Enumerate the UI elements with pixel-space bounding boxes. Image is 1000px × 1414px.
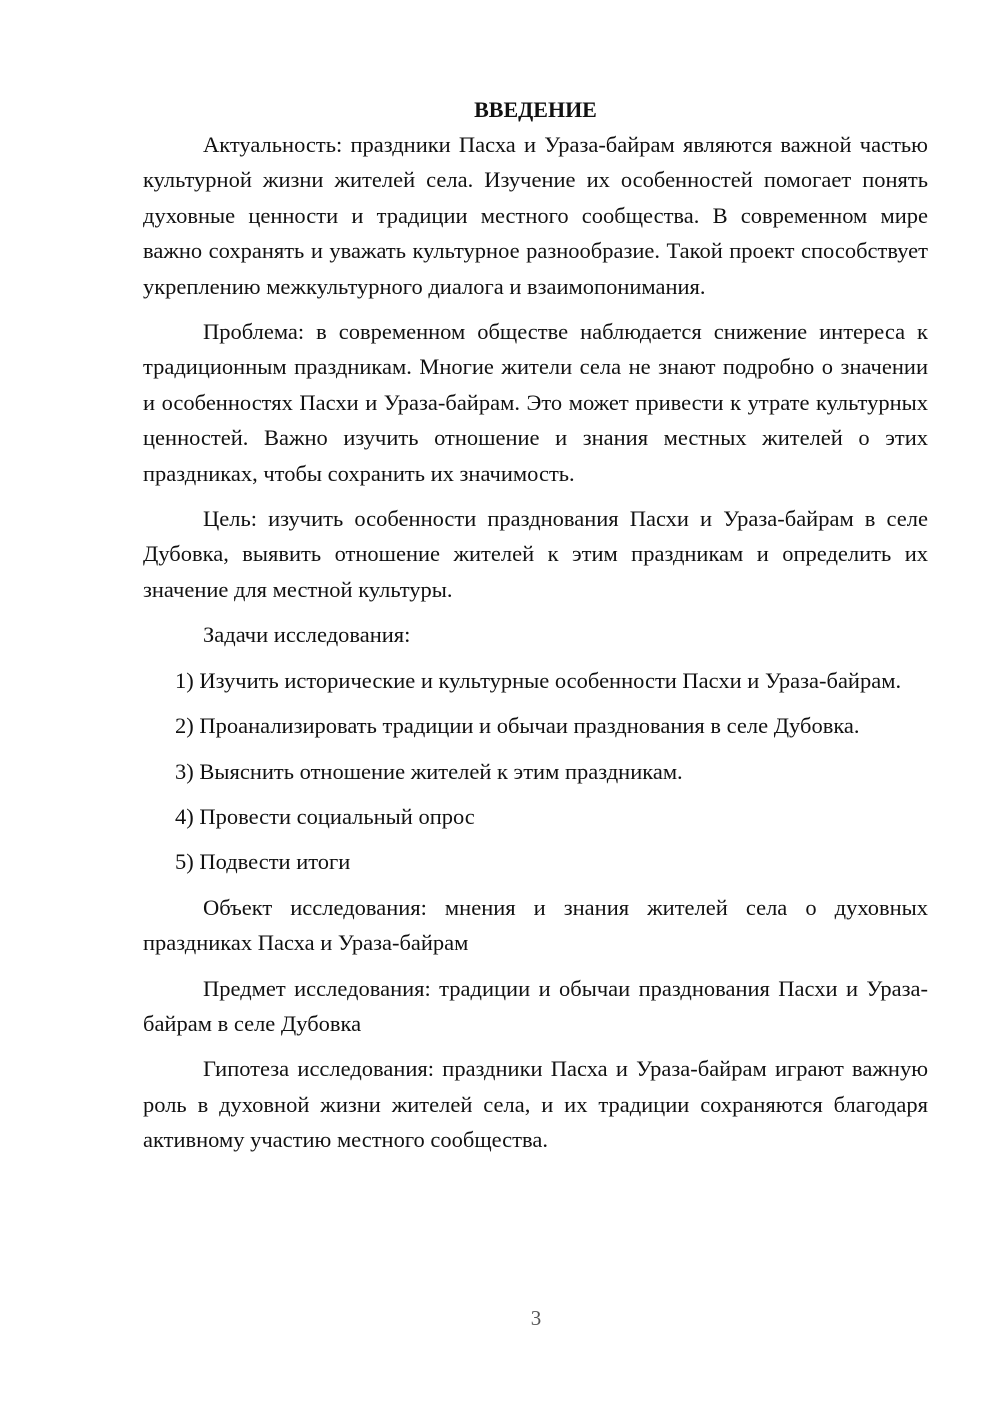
paragraph-problem: Проблема: в современном обществе наблюдается снижение интереса к традиционным праздникам. Многие жители села не знают подробно о значении и особенностях Пасхи и Ураза-байрам. Это может привести к утрате культурных ценностей. Важно изучить отношение и знания местных жителей о этих праздниках, чтобы сохранить их значимость. <box>143 319 928 486</box>
page-number: 3 <box>530 1306 542 1330</box>
paragraph-subject: Предмет исследования: традиции и обычаи празднования Пасхи и Ураза-байрам в селе Дубовка <box>143 975 928 1036</box>
paragraph-goal: Цель: изучить особенности празднования Пасхи и Ураза-байрам в селе Дубовка, выявить отношение жителей к этим праздникам и определить их значение для местной культуры. <box>143 506 928 602</box>
task-item-2: 2) Проанализировать традиции и обычаи празднования в селе Дубовка. <box>175 713 860 739</box>
task-item-5: 5) Подвести итоги <box>175 849 351 875</box>
paragraph-tasks-heading: Задачи исследования: <box>203 622 411 648</box>
section-heading: ВВЕДЕНИЕ <box>474 97 597 122</box>
task-item-4: 4) Провести социальный опрос <box>175 803 475 829</box>
document-page <box>143 92 928 1158</box>
task-item-1: 1) Изучить исторические и культурные особенности Пасхи и Ураза-байрам. <box>175 667 902 693</box>
paragraph-hypothesis: Гипотеза исследования: праздники Пасха и Ураза-байрам играют важную роль в духовной жизни жителей села, и их традиции сохраняются благодаря активному участию местного сообщества. <box>143 1056 928 1153</box>
paragraph-object: Объект исследования: мнения и знания жителей села о духовных праздниках Пасха и Ураза-байрам <box>143 894 928 956</box>
paragraph-relevance: Актуальность: праздники Пасха и Ураза-байрам являются важной частью культурной жизни жителей села. Изучение их особенностей помогает понять духовные ценности и традиции местного сообщества. В современном мире важно сохранять и уважать культурное разнообразие. Такой проект способствует укреплению межкультурного диалога и взаимопонимания. <box>143 132 928 299</box>
task-item-3: 3) Выяснить отношение жителей к этим праздникам. <box>175 758 683 784</box>
